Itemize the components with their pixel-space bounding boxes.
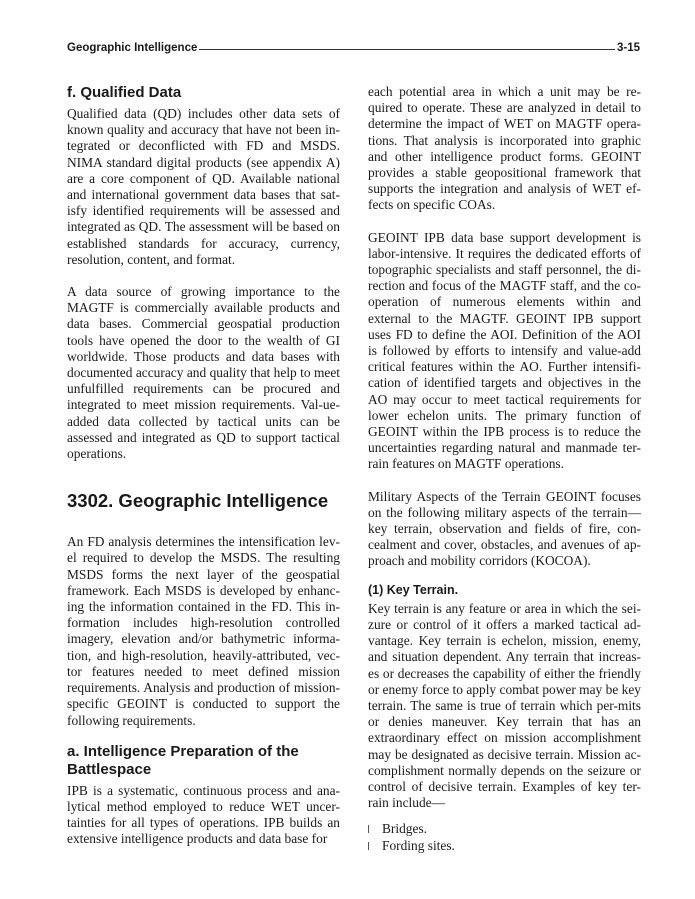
bullet-icon xyxy=(368,842,369,850)
spacer xyxy=(67,729,340,743)
list-item-text: Fording sites. xyxy=(382,837,455,853)
paragraph-ipb-continued: each potential area in which a unit may be re-quired to operate. These are analyzed in detail to determine the impact of WET on MAGTF opera-tions. That analysis is incorporated into graphic and other intelligence product forms. GEOINT provides a stable geopositional framework that supports the integration and analysis of WET ef-fects on specific COAs. xyxy=(368,84,641,213)
spacer xyxy=(67,462,340,490)
right-column xyxy=(368,84,641,854)
paragraph-qualified-data-2: A data source of growing importance to the MAGTF is commercially available products and data bases. Commercial geospatial production tools have opened the door to the wealth of GI worldwide. Those products and data bases with documented accuracy and quality that help to meet unfulfilled requirements can be procured and integrated to meet mission requirements. Val-ue-added data collected by tactical units can be assessed and integrated as QD to support tactical operations. xyxy=(67,284,340,462)
running-header xyxy=(67,40,640,56)
paragraph-geoint-ipb: GEOINT IPB data base support development is labor-intensive. It requires the dedicated efforts of topographic specialists and staff personnel, the di-rection and focus of the MAGTF staff, and the co-operation of numerous elements within and external to the MAGTF. GEOINT IPB support uses FD to define the AOI. Definition of the AOI is followed by efforts to intensify and value-add critical features within the AO. Further intensifi-cation of identified targets and objectives in the AO may occur to meet tactical requirements for lower echelon units. The primary function of GEOINT within the IPB process is to reduce the uncertainties regarding natural and manmade ter-rain features on MAGTF operations. xyxy=(368,229,641,472)
spacer xyxy=(368,214,641,230)
paragraph-qualified-data-1: Qualified data (QD) includes other data sets of known quality and accuracy that have not been in-tegrated or deconflicted with FD and MSDS. NIMA standard digital products (see appendix A) are a core component of QD. Available national and international government data bases that sat-isfy identified requirements will be assessed and integrated as QD. The assessment will be based on established standards for accuracy, currency, resolution, content, and format. xyxy=(67,106,340,267)
paragraph-geographic-intelligence: An FD analysis determines the intensification lev-el required to develop the MSDS. The resulting MSDS forms the next layer of the geospatial framework. Each MSDS is developed by enhanc-ing the information contained in the FD. This in-formation includes high-resolution controlled imagery, elevation and/or bathymetric informa-tion, and high-resolution, heavily-attributed, vec-tor features needed to meet defined mission requirements. Analysis and production of mission-specific GEOINT is conducted to support the following requirements. xyxy=(67,534,340,728)
key-terrain-examples-list xyxy=(368,821,641,853)
subsection-heading-ipb: a. Intelligence Preparation of the Battlespace xyxy=(67,742,299,778)
paragraph-heading-key-terrain: (1) Key Terrain. xyxy=(368,582,459,597)
list-item xyxy=(368,821,641,837)
paragraph-key-terrain: Key terrain is any feature or area in which the sei-zure or control of it offers a marked tactical ad-vantage. Key terrain is echelon, mission, enemy, and situation dependent. Any terrain that increas-es or decreases the capability of either the friendly or enemy force to apply combat power may be key terrain. The same is true of terrain which per-mits or denies maneuver. Key terrain that has an extraordinary effect on mission accomplishment may be designated as decisive terrain. Mission ac-complishment normally depends on the seizure or control of decisive terrain. Examples of key ter-rain include— xyxy=(368,600,641,811)
spacer xyxy=(368,473,641,489)
header-rule xyxy=(199,49,615,50)
left-column xyxy=(67,84,340,848)
bullet-icon xyxy=(368,825,369,833)
subsection-heading-qualified-data: f. Qualified Data xyxy=(67,84,182,101)
spacer xyxy=(368,811,641,821)
paragraph-ipb-start: IPB is a systematic, continuous process and ana-lytical method employed to reduce WET uncer-tainties for all types of operations. IPB builds an extensive intelligence products and data base for xyxy=(67,782,340,847)
header-title: Geographic Intelligence xyxy=(67,42,198,54)
page-number: 3-15 xyxy=(616,42,640,54)
list-item xyxy=(368,838,641,854)
section-heading-3302: 3302. Geographic Intelligence xyxy=(67,490,329,512)
spacer xyxy=(67,512,340,534)
list-item-text: Bridges. xyxy=(382,821,428,837)
paragraph-kocoa: Military Aspects of the Terrain GEOINT focuses on the following military aspects of the terrain—key terrain, observation and fields of fire, con-cealment and cover, obstacles, and avenues of ap-proach and mobility corridors (KOCOA). xyxy=(368,488,641,569)
spacer xyxy=(67,268,340,284)
spacer xyxy=(368,570,641,582)
